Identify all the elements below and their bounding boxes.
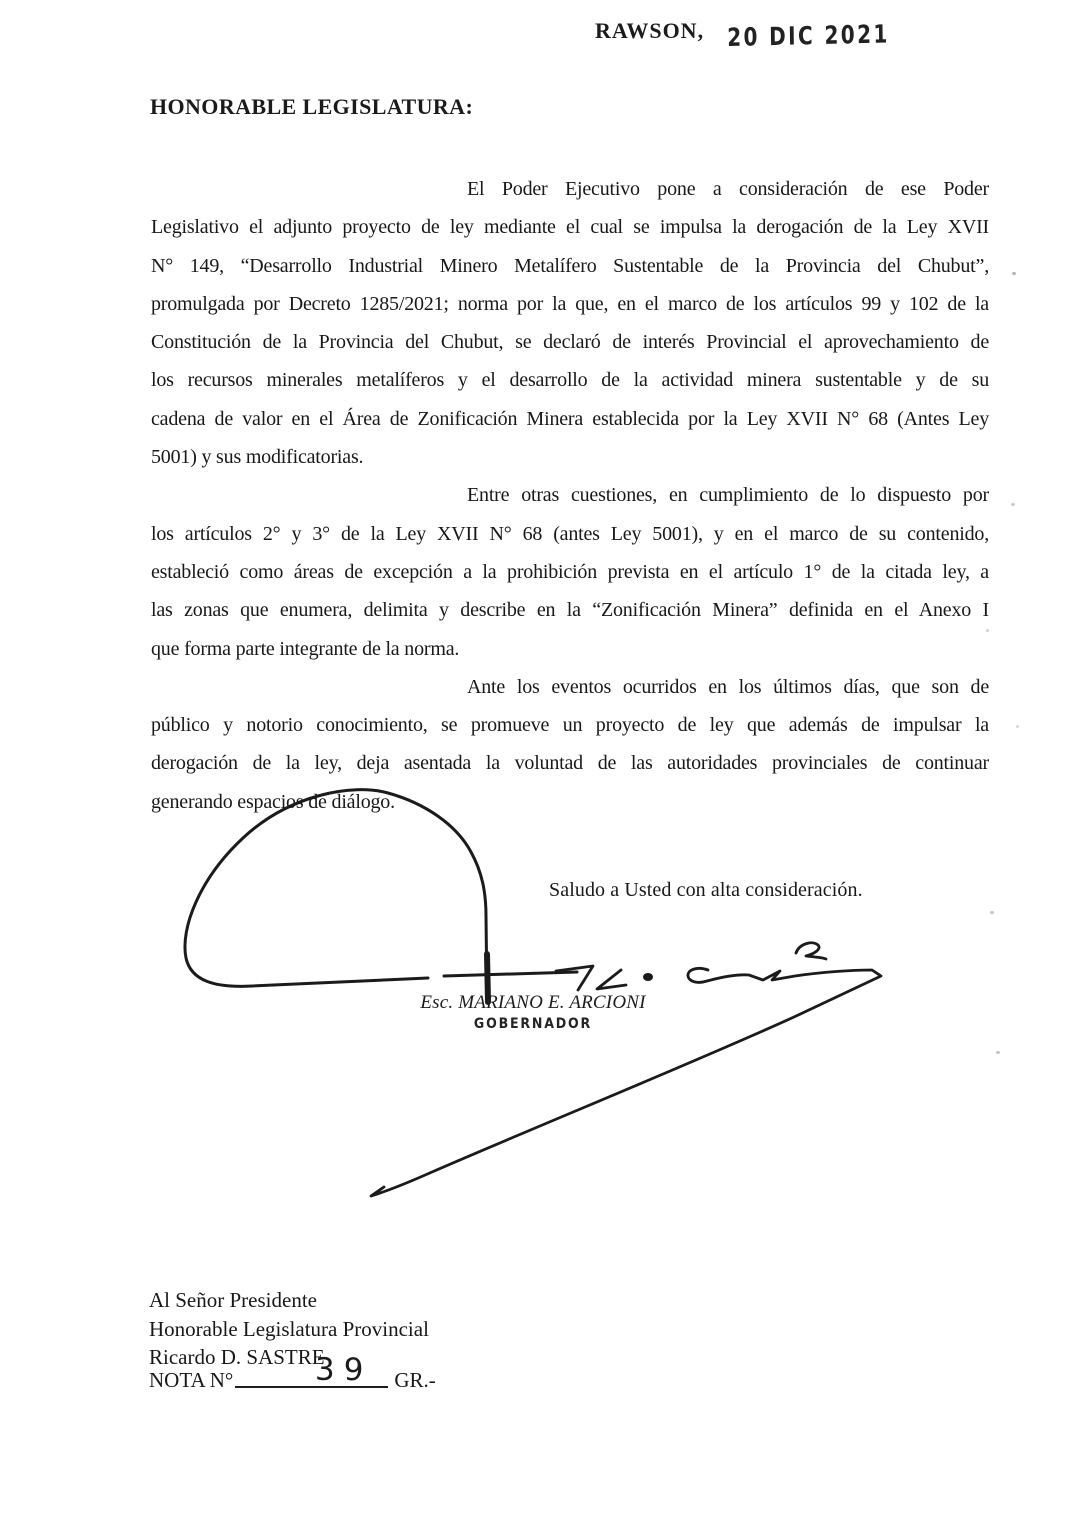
- nota-underline: [235, 1351, 388, 1389]
- recipient-line: Ricardo D. SASTRE: [149, 1345, 325, 1369]
- body-line: los recursos minerales metalíferos y el desarrollo de la actividad minera sustentable y de su: [151, 369, 989, 392]
- body-line: Constitución de la Provincia del Chubut, se declaró de interés Provincial el aprovechamiento de: [151, 331, 989, 354]
- letter-title: HONORABLE LEGISLATURA:: [150, 94, 474, 119]
- body-line: público y notorio conocimiento, se promueve un proyecto de ley que además de impulsar la: [151, 714, 989, 737]
- body-line: que forma parte integrante de la norma.: [151, 637, 460, 660]
- date-stamp: 20 DIC 2021: [727, 19, 890, 52]
- salutation: Saludo a Usted con alta consideración.: [549, 879, 863, 901]
- body-line: Ante los eventos ocurridos en los últimos días, que son de: [467, 675, 989, 698]
- body-line: N° 149, “Desarrollo Industrial Minero Metalífero Sustentable de la Provincia del Chubut”,: [151, 254, 989, 277]
- body-line: estableció como áreas de excepción a la prohibición prevista en el artículo 1° de la citada ley, a: [151, 560, 989, 583]
- signatory-name: Esc. MARIANO E. ARCIONI: [420, 992, 646, 1013]
- body-line: derogación de la ley, deja asentada la voluntad de las autoridades provinciales de continuar: [151, 752, 989, 775]
- body-line: El Poder Ejecutivo pone a consideración de ese Poder: [467, 178, 989, 200]
- letter-body: [151, 170, 989, 821]
- body-line: generando espacios de diálogo.: [151, 790, 395, 813]
- body-line: Entre otras cuestiones, en cumplimiento de lo dispuesto por: [467, 484, 989, 507]
- scan-speck: [986, 629, 989, 632]
- body-line: promulgada por Decreto 1285/2021; norma por la que, en el marco de los artículos 99 y 102 de la: [151, 292, 989, 315]
- body-line: 5001) y sus modificatorias.: [151, 446, 364, 469]
- scan-speck: [990, 911, 994, 914]
- recipient-line: Honorable Legislatura Provincial: [149, 1316, 429, 1341]
- nota-number-handwritten: 39: [315, 1351, 373, 1389]
- recipient-block: [149, 1286, 429, 1372]
- signatory-title: GOBERNADOR: [473, 1016, 593, 1032]
- nota-suffix: GR.-: [394, 1368, 436, 1392]
- city-label: RAWSON,: [595, 18, 705, 43]
- body-line: Legislativo el adjunto proyecto de ley mediante el cual se impulsa la derogación de la Ley XVII: [151, 216, 989, 239]
- signatory-block: [408, 992, 658, 1032]
- scan-speck: [1011, 503, 1015, 506]
- body-line: las zonas que enumera, delimita y describe en la “Zonificación Minera” definida en el Anexo I: [151, 599, 989, 622]
- recipient-line: Al Señor Presidente: [149, 1288, 317, 1312]
- scan-speck: [996, 1051, 1000, 1054]
- date-line: [0, 16, 1080, 62]
- body-line: cadena de valor en el Área de Zonificación Minera establecida por la Ley XVII N° 68 (Antes Ley: [151, 407, 989, 430]
- body-line: los artículos 2° y 3° de la Ley XVII N° 68 (antes Ley 5001), y en el marco de su contenido,: [151, 522, 989, 545]
- nota-label: NOTA N°: [149, 1368, 234, 1392]
- scan-speck: [1012, 272, 1016, 275]
- scan-speck: [1016, 725, 1019, 728]
